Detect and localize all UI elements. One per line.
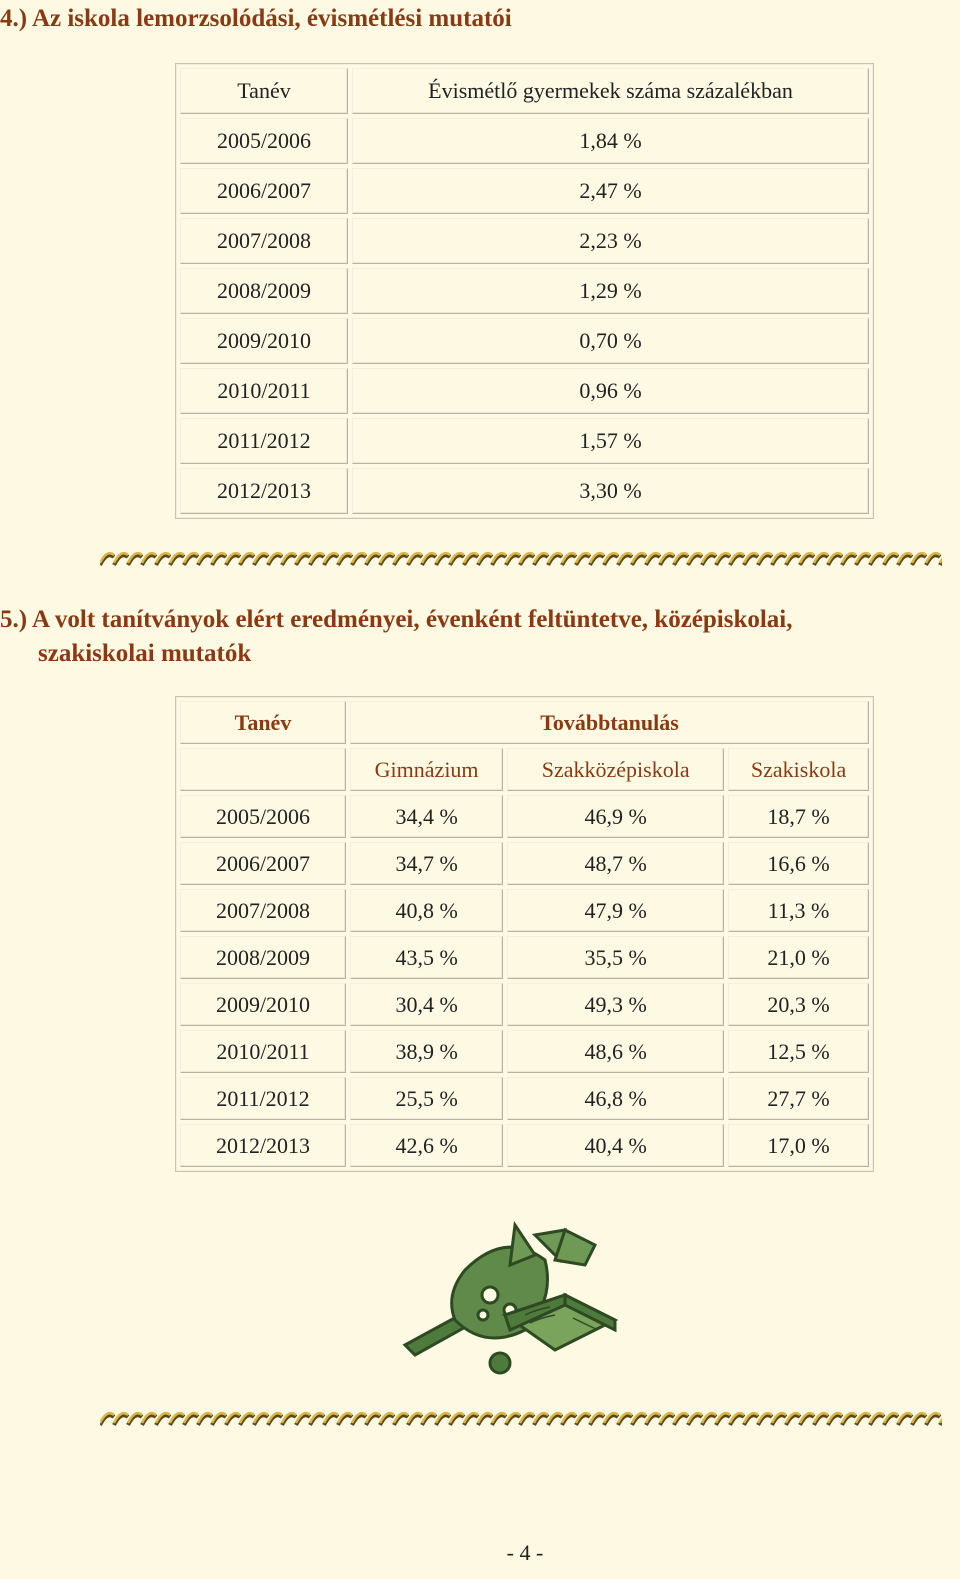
year-cell: 2011/2012 bbox=[180, 418, 348, 464]
table-row bbox=[180, 218, 869, 264]
year-cell: 2012/2013 bbox=[180, 468, 348, 514]
table-row bbox=[180, 1077, 869, 1120]
vocational-secondary-cell: 48,7 % bbox=[507, 842, 724, 885]
year-cell: 2009/2010 bbox=[180, 983, 346, 1026]
year-cell: 2006/2007 bbox=[180, 168, 348, 214]
subheader-vocational-secondary: Szakközépiskola bbox=[507, 748, 724, 791]
repeat-rate-cell: 0,70 % bbox=[352, 318, 869, 364]
table-row bbox=[180, 268, 869, 314]
repeat-rate-cell: 0,96 % bbox=[352, 368, 869, 414]
year-cell: 2010/2011 bbox=[180, 368, 348, 414]
vocational-cell: 16,6 % bbox=[728, 842, 869, 885]
table-row bbox=[180, 889, 869, 932]
vocational-secondary-cell: 48,6 % bbox=[507, 1030, 724, 1073]
rope-divider-icon bbox=[100, 545, 942, 571]
year-cell: 2007/2008 bbox=[180, 218, 348, 264]
section-5-title bbox=[0, 603, 930, 671]
repeat-rate-cell: 3,30 % bbox=[352, 468, 869, 514]
column-header-repeat-rate: Évismétlő gyermekek száma százalékban bbox=[352, 68, 869, 114]
table-row bbox=[180, 842, 869, 885]
table-row bbox=[180, 168, 869, 214]
table-row bbox=[180, 1124, 869, 1167]
table-row bbox=[180, 118, 869, 164]
vocational-secondary-cell: 49,3 % bbox=[507, 983, 724, 1026]
repeat-rate-table bbox=[175, 63, 874, 519]
year-cell: 2009/2010 bbox=[180, 318, 348, 364]
subheader-vocational: Szakiskola bbox=[728, 748, 869, 791]
table-row bbox=[180, 468, 869, 514]
school-emblem-icon bbox=[395, 1215, 645, 1385]
year-cell: 2006/2007 bbox=[180, 842, 346, 885]
gymnasium-cell: 34,4 % bbox=[350, 795, 503, 838]
rope-divider-icon bbox=[100, 1405, 942, 1431]
year-cell: 2010/2011 bbox=[180, 1030, 346, 1073]
gymnasium-cell: 34,7 % bbox=[350, 842, 503, 885]
vocational-cell: 20,3 % bbox=[728, 983, 869, 1026]
year-cell: 2005/2006 bbox=[180, 795, 346, 838]
table-header-row bbox=[180, 701, 869, 744]
vocational-cell: 11,3 % bbox=[728, 889, 869, 932]
gymnasium-cell: 42,6 % bbox=[350, 1124, 503, 1167]
table-row bbox=[180, 318, 869, 364]
gymnasium-cell: 40,8 % bbox=[350, 889, 503, 932]
vocational-cell: 21,0 % bbox=[728, 936, 869, 979]
repeat-rate-cell: 1,84 % bbox=[352, 118, 869, 164]
repeat-rate-cell: 2,23 % bbox=[352, 218, 869, 264]
vocational-secondary-cell: 46,8 % bbox=[507, 1077, 724, 1120]
section-5-title-line-1: 5.) A volt tanítványok elért eredményei, évenként feltüntetve, középiskolai, bbox=[0, 606, 793, 633]
subheader-gymnasium: Gimnázium bbox=[350, 748, 503, 791]
gymnasium-cell: 30,4 % bbox=[350, 983, 503, 1026]
year-cell: 2005/2006 bbox=[180, 118, 348, 164]
year-cell: 2008/2009 bbox=[180, 268, 348, 314]
vocational-cell: 17,0 % bbox=[728, 1124, 869, 1167]
gymnasium-cell: 38,9 % bbox=[350, 1030, 503, 1073]
page-number: - 4 - bbox=[506, 1540, 544, 1565]
further-studies-table bbox=[175, 696, 874, 1172]
gymnasium-cell: 25,5 % bbox=[350, 1077, 503, 1120]
table-row bbox=[180, 1030, 869, 1073]
year-cell: 2012/2013 bbox=[180, 1124, 346, 1167]
repeat-rate-cell: 1,57 % bbox=[352, 418, 869, 464]
column-header-group: Továbbtanulás bbox=[350, 701, 869, 744]
column-header-year: Tanév bbox=[180, 68, 348, 114]
table-row bbox=[180, 368, 869, 414]
section-4-title: 4.) Az iskola lemorzsolódási, évismétlési mutatói bbox=[0, 5, 512, 32]
repeat-rate-cell: 2,47 % bbox=[352, 168, 869, 214]
gymnasium-cell: 43,5 % bbox=[350, 936, 503, 979]
vocational-cell: 12,5 % bbox=[728, 1030, 869, 1073]
table-header-row bbox=[180, 68, 869, 114]
vocational-cell: 18,7 % bbox=[728, 795, 869, 838]
table-row bbox=[180, 795, 869, 838]
vocational-secondary-cell: 35,5 % bbox=[507, 936, 724, 979]
table-subheader-row bbox=[180, 748, 869, 791]
vocational-secondary-cell: 47,9 % bbox=[507, 889, 724, 932]
column-header-year: Tanév bbox=[180, 701, 346, 744]
table-row bbox=[180, 418, 869, 464]
repeat-rate-cell: 1,29 % bbox=[352, 268, 869, 314]
vocational-secondary-cell: 46,9 % bbox=[507, 795, 724, 838]
table-row bbox=[180, 983, 869, 1026]
section-5-title-line-2: szakiskolai mutatók bbox=[38, 640, 252, 667]
vocational-secondary-cell: 40,4 % bbox=[507, 1124, 724, 1167]
year-cell: 2011/2012 bbox=[180, 1077, 346, 1120]
year-cell: 2007/2008 bbox=[180, 889, 346, 932]
year-cell: 2008/2009 bbox=[180, 936, 346, 979]
vocational-cell: 27,7 % bbox=[728, 1077, 869, 1120]
empty-cell bbox=[180, 748, 346, 791]
table-row bbox=[180, 936, 869, 979]
